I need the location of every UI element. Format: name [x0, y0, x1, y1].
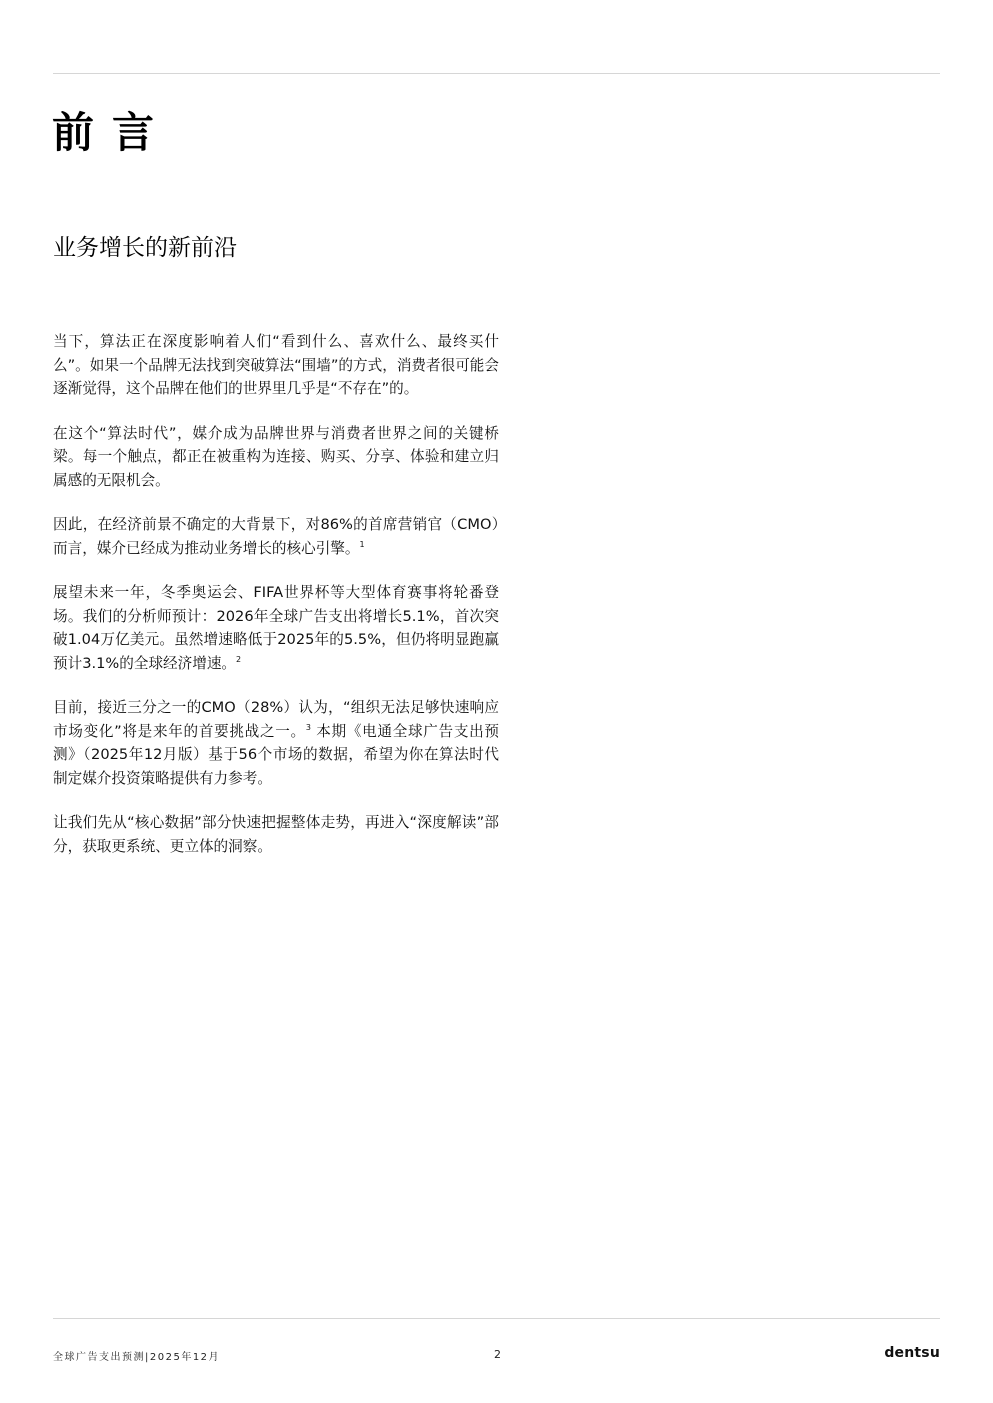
body-text: [53, 330, 499, 879]
paragraph-2-text: 在这个“算法时代”，媒介成为品牌世界与消费者世界之间的关键桥梁。每一个触点，都正在被重构为连接、购买、分享、体验和建立归属感的无限机会。: [53, 424, 499, 489]
paragraph-3: [53, 513, 499, 560]
paragraph-1: [53, 330, 499, 401]
bottom-divider: [53, 1318, 940, 1319]
paragraph-1-text: 当下，算法正在深度影响着人们“看到什么、喜欢什么、最终买什么”。如果一个品牌无法找到突破算法“围墙”的方式，消费者很可能会逐渐觉得，这个品牌在他们的世界里几乎是“不存在”的。: [53, 333, 499, 397]
paragraph-5-text-b: 本期《电通全球广告支出预测》（2025年12月版）基于56个市场的数据，希望为你在算法时代制定媒介投资策略提供有力参考。: [53, 722, 500, 787]
paragraph-5-text-a: 目前，接近三分之一的CMO（28%）认为，“组织无法足够快速响应市场变化”将是来年的首要挑战之一。: [53, 699, 499, 740]
page-title: 前言: [52, 108, 173, 157]
footnote-ref-2[interactable]: 2: [236, 654, 242, 664]
paragraph-3-text: 因此，在经济前景不确定的大背景下，对86%的首席营销官（CMO）而言，媒介已经成为推动业务增长的核心引擎。: [53, 516, 499, 557]
page-number: 2: [494, 1348, 501, 1361]
paragraph-5: [53, 696, 499, 790]
footnote-ref-3[interactable]: 3: [305, 722, 311, 732]
footnote-ref-1[interactable]: 1: [359, 539, 365, 549]
top-divider: [53, 73, 940, 74]
page-subtitle: 业务增长的新前沿: [53, 235, 237, 261]
paragraph-6-text: 让我们先从“核心数据”部分快速把握整体走势，再进入“深度解读”部分，获取更系统、更立体的洞察。: [53, 814, 499, 855]
paragraph-4-text: 展望未来一年，冬季奥运会、FIFA世界杯等大型体育赛事将轮番登场。我们的分析师预计：2026年全球广告支出将增长5.1%，首次突破1.04万亿美元。虽然增速略低于2025年的5.5%，但仍将明显跑赢预计3.1%的全球经济增速。: [53, 584, 499, 672]
paragraph-4: [53, 581, 499, 675]
dentsu-logo: dentsu: [884, 1345, 940, 1361]
paragraph-2: [53, 422, 499, 493]
footer-publication: 全球广告支出预测|2025年12月: [53, 1352, 221, 1363]
paragraph-6: [53, 811, 499, 858]
